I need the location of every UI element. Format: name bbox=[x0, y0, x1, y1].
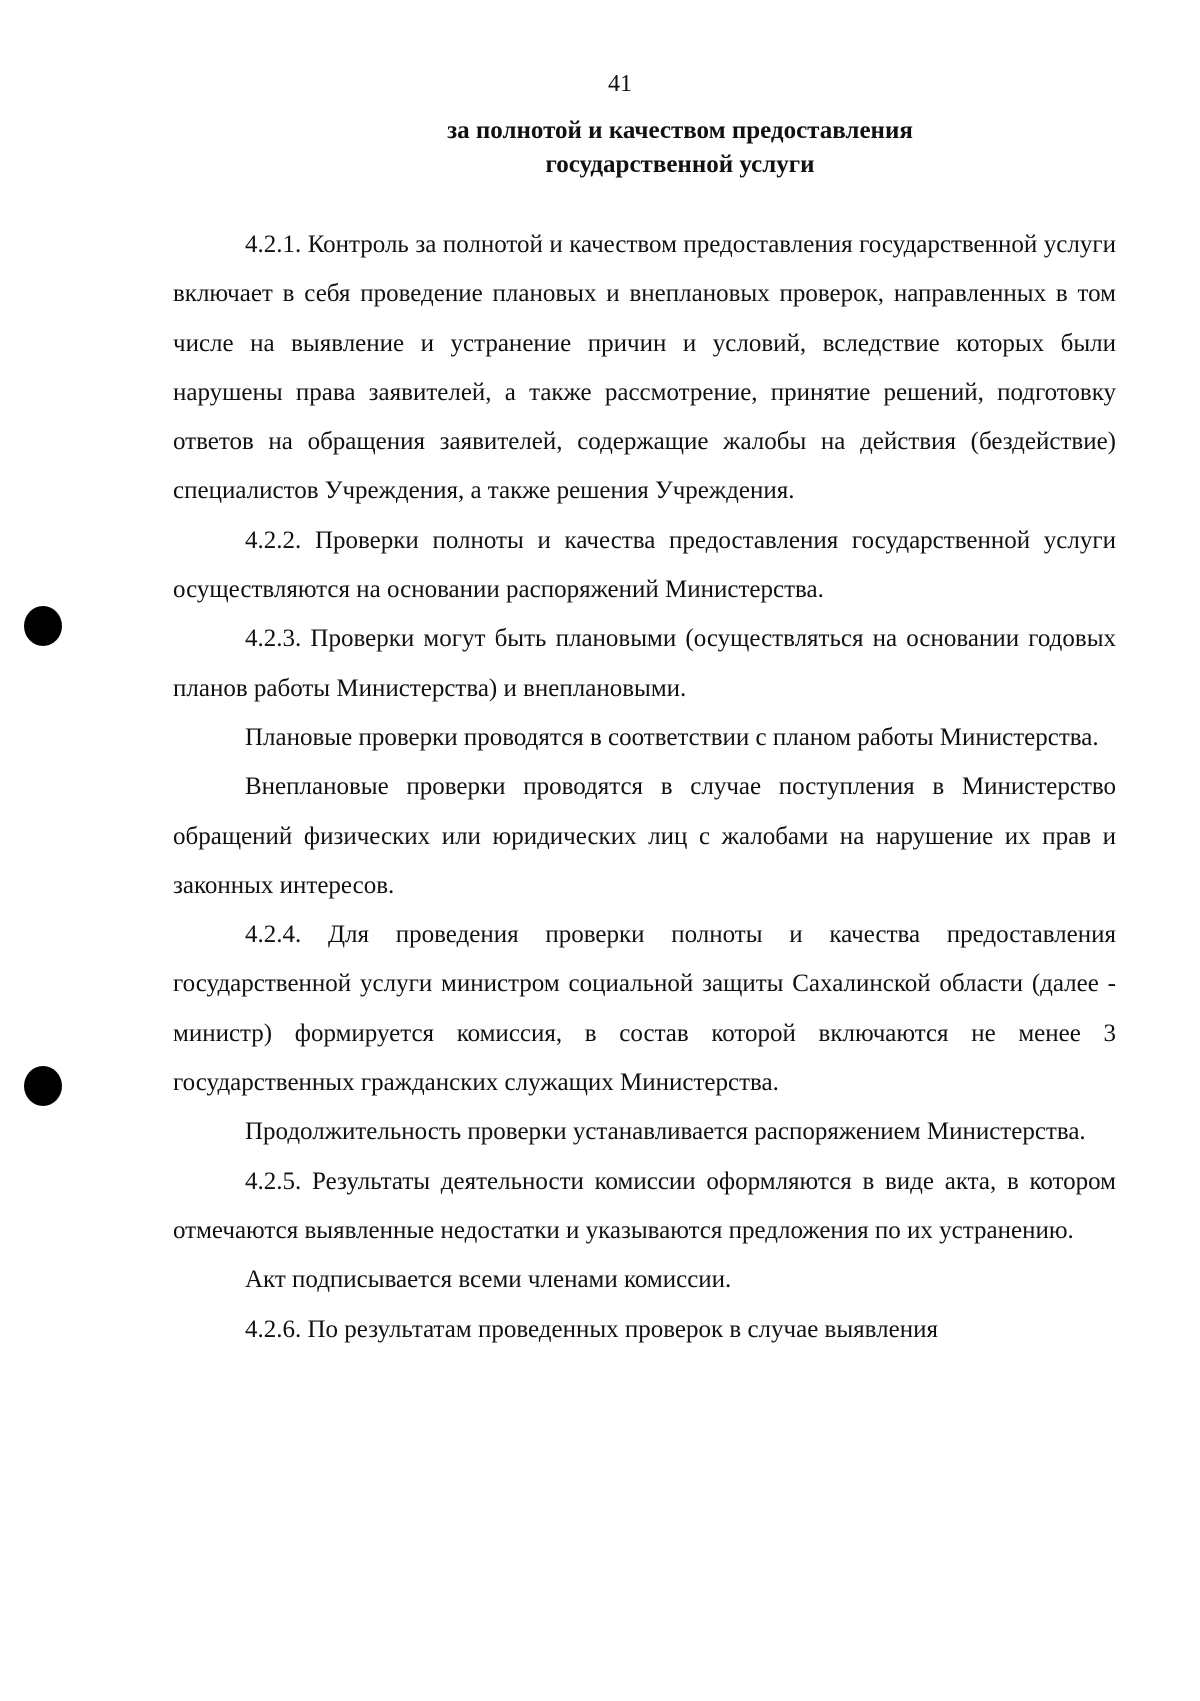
page-number: 41 bbox=[608, 71, 632, 97]
paragraph-4-2-4: 4.2.4. Для проведения проверки полноты и качества предоставления государственной услуги министром социальной защиты Сахалинской области (далее - министр) формируется комиссия, в состав которой включаются не менее 3 государственных гражданских служащих Министерства. bbox=[173, 921, 1116, 1097]
paragraph-planned-checks: Плановые проверки проводятся в соответствии с планом работы Министерства. bbox=[245, 723, 1099, 751]
heading-line-2: государственной услуги bbox=[545, 151, 815, 178]
section-heading bbox=[330, 114, 1030, 182]
heading-line-1: за полнотой и качеством предоставления bbox=[447, 117, 913, 144]
paragraph-unplanned-checks: Внеплановые проверки проводятся в случае поступления в Министерство обращений физических или юридических лиц с жалобами на нарушение их прав и законных интересов. bbox=[173, 773, 1116, 899]
paragraph-4-2-3: 4.2.3. Проверки могут быть плановыми (осуществляться на основании годовых планов работы Министерства) и внеплановыми. bbox=[173, 625, 1116, 702]
paragraph-4-2-2: 4.2.2. Проверки полноты и качества предоставления государственной услуги осуществляются на основании распоряжений Министерства. bbox=[173, 526, 1116, 604]
document-body bbox=[173, 220, 1116, 1354]
paragraph-act-signing: Акт подписывается всеми членами комиссии. bbox=[245, 1266, 732, 1294]
paragraph-4-2-6: 4.2.6. По результатам проведенных проверок в случае выявления bbox=[245, 1315, 938, 1343]
paragraph-check-duration: Продолжительность проверки устанавливается распоряжением Министерства. bbox=[245, 1118, 1086, 1146]
paragraph-4-2-5: 4.2.5. Результаты деятельности комиссии оформляются в виде акта, в котором отмечаются выявленные недостатки и указываются предложения по их устранению. bbox=[173, 1167, 1116, 1244]
punch-hole-mark bbox=[24, 606, 62, 646]
paragraph-4-2-1: 4.2.1. Контроль за полнотой и качеством предоставления государственной услуги включает в себя проведение плановых и внеплановых проверок, направленных в том числе на выявление и устранение причин и условий, вследствие которых были нарушены права заявителей, а также рассмотрение, принятие решений, подготовку ответов на обращения заявителей, содержащие жалобы на действия (бездействие) специалистов Учреждения, а также решения Учреждения. bbox=[173, 231, 1116, 505]
punch-hole-mark bbox=[24, 1066, 62, 1106]
